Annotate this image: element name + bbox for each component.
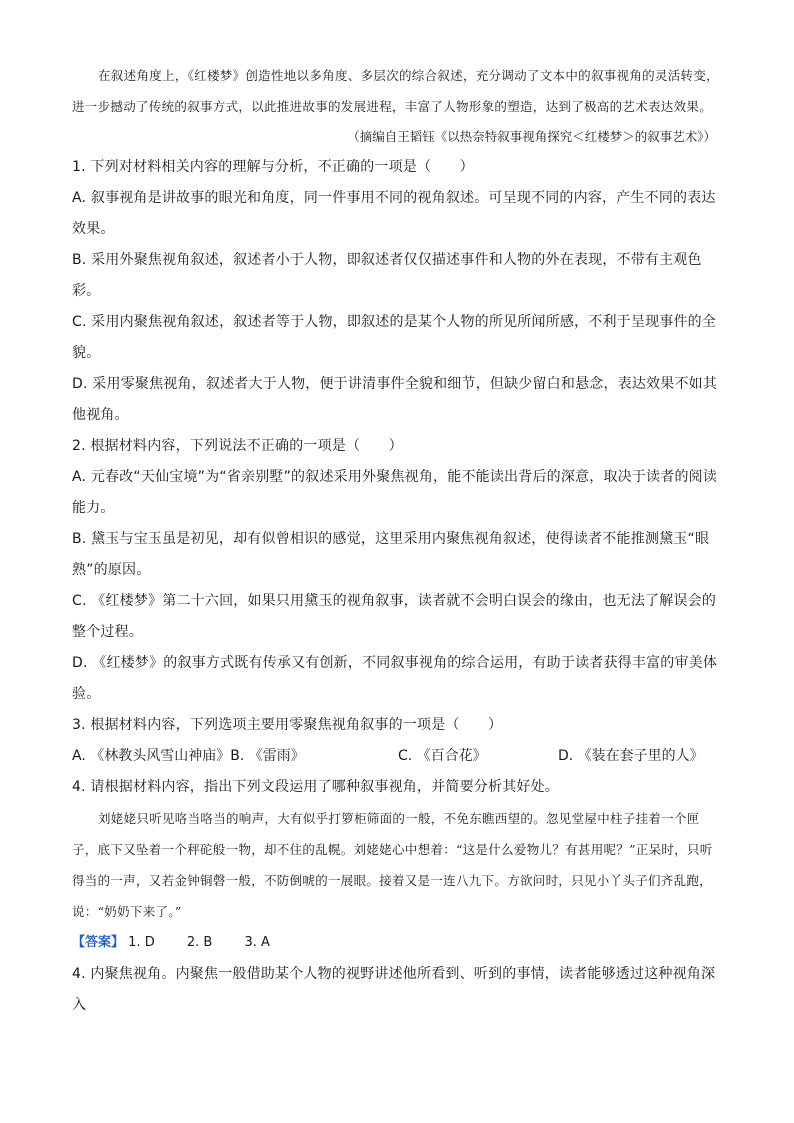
answer-2: 2. B bbox=[186, 935, 213, 950]
question-1-option-b: B. 采用外聚焦视角叙述，叙述者小于人物，即叙述者仅仅描述事件和人物的外在表现，不带有主观色彩。 bbox=[72, 252, 702, 299]
question-3-option-b: B. 《雷雨》 bbox=[230, 748, 305, 764]
question-4-excerpt: 刘姥姥只听见咯当咯当的响声，大有似乎打箩柜筛面的一般，不免东瞧西望的。忽见堂屋中柱子挂着一个匣子，底下又坠着一个秤砣般一物，却不住的乱幌。刘姥姥心中想着：“这是什么爱物儿？有甚用呢？”正呆时，只听得当的一声，又若金钟铜磬一般，不防倒唬的一展眼。接着又是一连八九下。方欲问时，只见小丫头子们齐乱跑，说：“奶奶下来了。” bbox=[72, 811, 713, 919]
answer-tag: 【答案】 bbox=[72, 935, 125, 950]
question-2-option-d: D. 《红楼梦》的叙事方式既有传承又有创新，不同叙事视角的综合运用，有助于读者获得丰富的审美体验。 bbox=[72, 655, 718, 702]
question-1-option-d: D. 采用零聚焦视角，叙述者大于人物，便于讲清事件全貌和细节，但缺少留白和悬念，表达效果不如其他视角。 bbox=[72, 376, 718, 423]
question-2-stem: 2. 根据材料内容，下列说法不正确的一项是（ ） bbox=[72, 438, 403, 454]
question-2-option-c: C. 《红楼梦》第二十六回，如果只用黛玉的视角叙事，读者就不会明白误会的缘由，也无法了解误会的整个过程。 bbox=[72, 593, 717, 640]
question-4-stem: 4. 请根据材料内容，指出下列文段运用了哪种叙事视角，并简要分析其好处。 bbox=[72, 779, 560, 795]
question-3-stem: 3. 根据材料内容，下列选项主要用零聚焦视角叙事的一项是（ ） bbox=[72, 717, 503, 733]
question-3-option-a: A. 《林教头风雪山神庙》 bbox=[72, 748, 231, 764]
question-3-option-c: C. 《百合花》 bbox=[398, 748, 487, 764]
question-2-option-a: A. 元春改“天仙宝境”为“省亲别墅”的叙述采用外聚焦视角，能不能读出背后的深意，取决于读者的阅读能力。 bbox=[72, 469, 718, 516]
answer-1: 1. D bbox=[128, 935, 155, 950]
answer-line bbox=[72, 927, 724, 959]
question-3-options bbox=[72, 741, 724, 772]
document-page bbox=[72, 60, 724, 1021]
question-3-option-d: D. 《装在套子里的人》 bbox=[558, 748, 704, 764]
passage-source: （摘编自王韬钰《以热奈特叙事视角探究＜红楼梦＞的叙事艺术》） bbox=[347, 129, 716, 144]
question-1-option-c: C. 采用内聚焦视角叙述，叙述者等于人物，即叙述的是某个人物的所见所闻所感，不利于呈现事件的全貌。 bbox=[72, 314, 717, 361]
question-2-option-b: B. 黛玉与宝玉虽是初见，却有似曾相识的感觉，这里采用内聚焦视角叙述，使得读者不能推测黛玉“眼熟”的原因。 bbox=[72, 531, 710, 578]
question-3-options-ab bbox=[72, 741, 398, 772]
question-1-stem: 1. 下列对材料相关内容的理解与分析，不正确的一项是（ ） bbox=[72, 159, 474, 175]
question-1-option-a: A. 叙事视角是讲故事的眼光和角度，同一件事用不同的视角叙述。可呈现不同的内容，产生不同的表达效果。 bbox=[72, 190, 716, 237]
answer-4: 4. 内聚焦视角。内聚焦一般借助某个人物的视野讲述他所看到、听到的事情，读者能够透过这种视角深入 bbox=[72, 966, 716, 1013]
answer-3: 3. A bbox=[244, 935, 270, 950]
passage-paragraph: 在叙述角度上，《红楼梦》创造性地以多角度、多层次的综合叙述，充分调动了文本中的叙事视角的灵活转变，进一步撼动了传统的叙事方式，以此推进故事的发展进程，丰富了人物形象的塑造，达到了极高的艺术表达效果。 bbox=[72, 68, 719, 114]
